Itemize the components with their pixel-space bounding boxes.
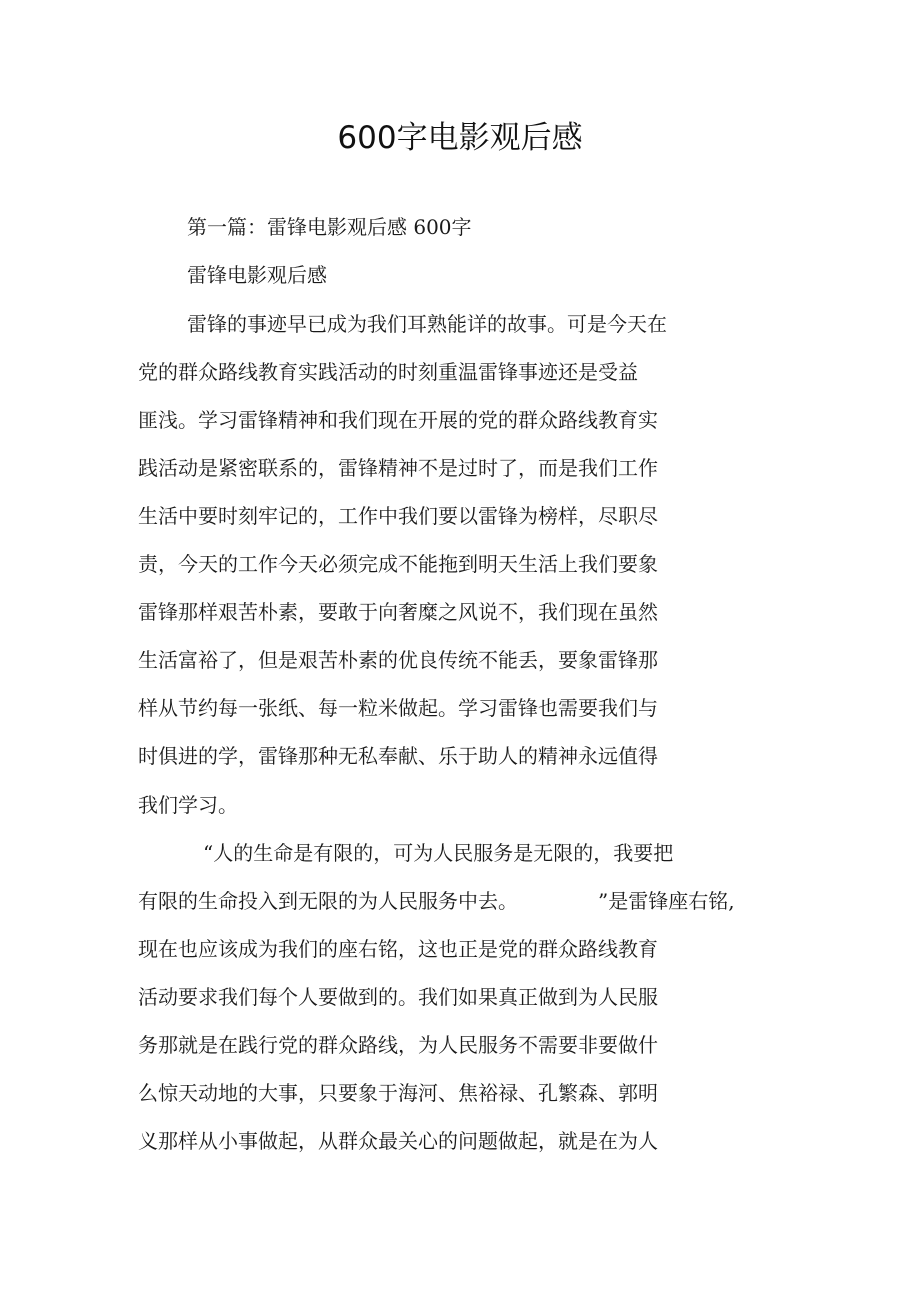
paragraph-line: 务那就是在践行党的群众路线，为人民服务不需要非要做什 <box>138 1033 658 1057</box>
paragraph-line: “人的生命是有限的，可为人民服务是无限的，我要把 <box>203 841 674 865</box>
paragraph-line: 雷锋的事迹早已成为我们耳熟能详的故事。可是今天在 <box>187 312 667 336</box>
paragraph-line: 样从节约每一张纸、每一粒米做起。学习雷锋也需要我们与 <box>138 696 658 720</box>
paragraph-line: 生活富裕了，但是艰苦朴素的优良传统不能丢，要象雷锋那 <box>138 648 658 672</box>
subtitle: 雷锋电影观后感 <box>187 263 327 287</box>
paragraph-line: 雷锋那样艰苦朴素，要敢于向奢糜之风说不，我们现在虽然 <box>138 600 658 624</box>
paragraph-line: 时俱进的学，雷锋那种无私奉献、乐于助人的精神永远值得 <box>138 744 658 768</box>
paragraph-line: 我们学习。 <box>138 793 238 817</box>
paragraph-line: 么惊天动地的大事，只要象于海河、焦裕禄、孔繁森、郭明 <box>138 1081 658 1105</box>
document-title: 600字电影观后感 <box>337 120 583 156</box>
paragraph-line: 党的群众路线教育实践活动的时刻重温雷锋事迹还是受益 <box>138 360 638 384</box>
paragraph-line: 活动要求我们每个人要做到的。我们如果真正做到为人民服 <box>138 985 658 1009</box>
paragraph-line: 有限的生命投入到无限的为人民服务中去。 <box>138 889 518 913</box>
paragraph-line: 生活中要时刻牢记的，工作中我们要以雷锋为榜样，尽职尽 <box>138 504 658 528</box>
section-heading: 第一篇：雷锋电影观后感 600字 <box>187 215 472 239</box>
paragraph-line-continuation: ”是雷锋座右铭, <box>598 889 735 913</box>
paragraph-line: 义那样从小事做起，从群众最关心的问题做起，就是在为人 <box>138 1129 658 1153</box>
paragraph-line: 践活动是紧密联系的，雷锋精神不是过时了，而是我们工作 <box>138 456 658 480</box>
paragraph-line: 责，今天的工作今天必须完成不能拖到明天生活上我们要象 <box>138 552 658 576</box>
paragraph-line: 匪浅。学习雷锋精神和我们现在开展的党的群众路线教育实 <box>138 408 658 432</box>
paragraph-line: 现在也应该成为我们的座右铭，这也正是党的群众路线教育 <box>138 937 658 961</box>
